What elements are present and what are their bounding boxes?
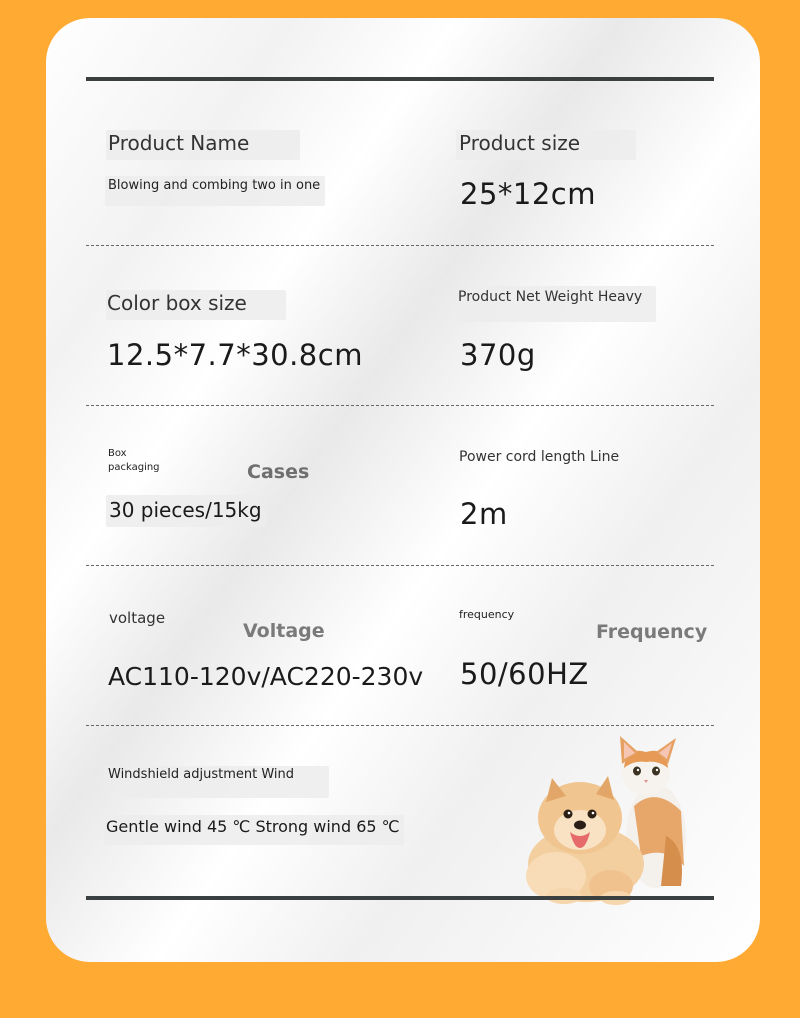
windshield-value: Gentle wind 45 ℃ Strong wind 65 ℃ — [106, 817, 400, 836]
product-name-label: Product Name — [108, 131, 250, 155]
row-divider — [86, 405, 714, 406]
windshield-label: Windshield adjustment Wind — [108, 767, 295, 782]
frequency-label: Frequency — [596, 621, 708, 643]
color-box-size-value: 12.5*7.7*30.8cm — [107, 338, 363, 372]
net-weight-value: 370g — [460, 338, 536, 372]
bottom-rule — [86, 896, 714, 900]
voltage-small-label: voltage — [109, 609, 166, 627]
product-name-value: Blowing and combing two in one — [108, 178, 321, 193]
box-packaging-value: 30 pieces/15kg — [109, 498, 262, 522]
net-weight-label: Product Net Weight Heavy — [458, 289, 643, 305]
frequency-value: 50/60HZ — [460, 657, 589, 691]
spec-card — [46, 18, 760, 962]
color-box-size-label: Color box size — [107, 291, 247, 315]
box-packaging-label — [108, 447, 160, 475]
cases-label: Cases — [247, 461, 310, 483]
power-cord-value: 2m — [460, 497, 508, 531]
row-divider — [86, 245, 714, 246]
row-divider — [86, 565, 714, 566]
frequency-small-label: frequency — [459, 608, 515, 621]
top-rule — [86, 77, 714, 81]
voltage-label: Voltage — [243, 620, 325, 642]
product-size-label: Product size — [459, 131, 581, 155]
box-packaging-label-line2: packaging — [108, 462, 160, 473]
product-size-value: 25*12cm — [460, 177, 596, 211]
power-cord-label: Power cord length Line — [459, 449, 620, 465]
box-packaging-label-line1: Box — [108, 448, 127, 459]
voltage-value: AC110-120v/AC220-230v — [108, 662, 424, 691]
cat-and-dog-photo-icon — [516, 726, 706, 906]
